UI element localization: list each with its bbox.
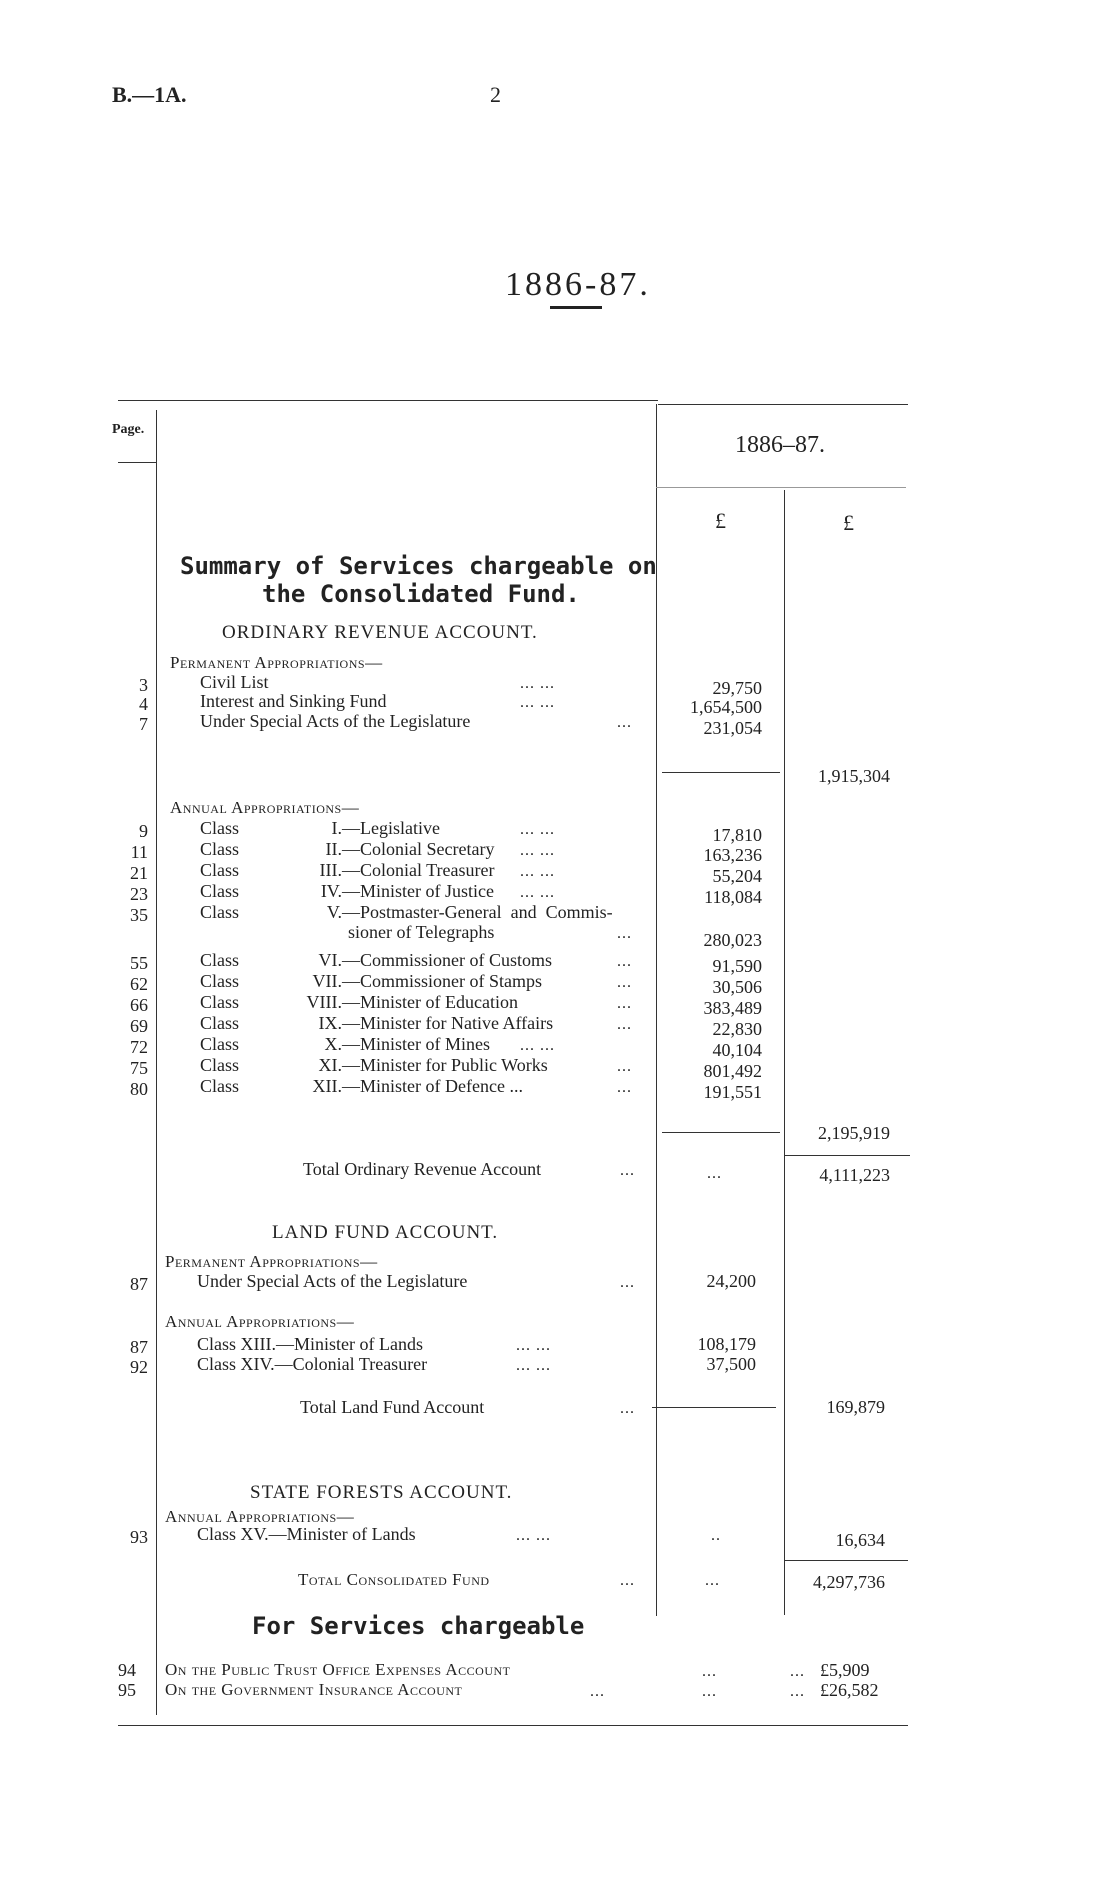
- leader-dots: ... ...: [520, 863, 555, 880]
- line-item-label: Class XIII.—Minister of Lands: [197, 1334, 423, 1354]
- leader-dots: ... ...: [516, 1357, 551, 1374]
- line-item-label: Colonial Secretary: [360, 839, 495, 859]
- class-word: Class: [200, 1013, 240, 1033]
- page-ref: 87: [130, 1274, 148, 1294]
- subtotal-rule: [652, 1407, 776, 1408]
- page-ref: 62: [130, 974, 148, 994]
- page-ref: 87: [130, 1337, 148, 1357]
- line-item-label: Legislative: [360, 818, 440, 838]
- class-number: VII.—: [312, 971, 360, 991]
- class-number: XI.—: [318, 1055, 360, 1075]
- other-account-label: On the Government Insurance Account: [165, 1680, 463, 1699]
- class-number: VIII.—: [306, 992, 360, 1012]
- class-word: Class: [200, 1055, 240, 1075]
- total-land-value: 169,879: [826, 1397, 885, 1417]
- class-word: Class: [200, 1034, 240, 1054]
- class-word: Class: [200, 992, 240, 1012]
- class-word: Class: [200, 1076, 240, 1096]
- page-ref: 7: [139, 714, 148, 734]
- leader-dots: ...: [617, 1058, 632, 1075]
- line-item-label: Class XIV.—Colonial Treasurer: [197, 1354, 428, 1374]
- ordinary-heading: ORDINARY REVENUE ACCOUNT.: [222, 622, 538, 643]
- page-ref: 4: [139, 694, 148, 714]
- summary-title-line1: Summary of Services chargeable on: [180, 552, 657, 580]
- total-consolidated-value: 4,297,736: [813, 1572, 885, 1592]
- leader-dots: ..: [711, 1527, 721, 1544]
- line-item-label: Interest and Sinking Fund: [200, 691, 387, 711]
- page-ref: 92: [130, 1357, 148, 1377]
- amount: 163,236: [703, 845, 762, 865]
- subtotal-rule: [662, 1132, 780, 1133]
- table-bottom-rule: [118, 1725, 908, 1726]
- leader-dots: ... ...: [516, 1337, 551, 1354]
- table-top-rule-left: [118, 400, 658, 401]
- leader-dots: ... ...: [520, 1037, 555, 1054]
- page-ref: 69: [130, 1016, 148, 1036]
- page-ref: 11: [130, 842, 148, 862]
- amount: 383,489: [703, 998, 762, 1018]
- line-item-label: Minister for Public Works: [360, 1055, 548, 1075]
- amount: 17,810: [712, 825, 762, 845]
- line-item-label: Commissioner of Customs: [360, 950, 553, 970]
- amount: 37,500: [706, 1354, 756, 1374]
- leader-dots: ...: [790, 1683, 805, 1700]
- class-number: III.—: [319, 860, 360, 880]
- page-number: 2: [490, 82, 501, 107]
- page-ref: 35: [130, 905, 148, 925]
- leader-dots: ...: [620, 1400, 635, 1417]
- total-consolidated-label: Total Consolidated Fund: [298, 1570, 490, 1589]
- total-rule: [784, 1155, 910, 1156]
- class-number: XII.—: [312, 1076, 360, 1096]
- amount: 30,506: [712, 977, 762, 997]
- page-ref: 80: [130, 1079, 148, 1099]
- leader-dots: ...: [617, 714, 632, 731]
- class-word: Class: [200, 818, 240, 838]
- ordinary-perm-label: Permanent Appropriations—: [170, 653, 383, 672]
- class-number: VI.—: [318, 950, 360, 970]
- title-rule: [550, 306, 602, 309]
- leader-dots: ...: [617, 995, 632, 1012]
- amount: 29,750: [712, 678, 762, 698]
- leader-dots: ... ...: [520, 821, 555, 838]
- leader-dots: ... ...: [516, 1527, 551, 1544]
- amount: 91,590: [712, 956, 762, 976]
- amount: 191,551: [703, 1082, 762, 1102]
- leader-dots: ...: [617, 974, 632, 991]
- table-top-rule-right: [658, 404, 908, 405]
- class-number: V.—: [326, 902, 360, 922]
- page-ref: 23: [130, 884, 148, 904]
- total-ordinary-label: Total Ordinary Revenue Account: [303, 1159, 542, 1179]
- leader-dots: ... ...: [520, 842, 555, 859]
- amount: 108,179: [697, 1334, 756, 1354]
- page-ref: 9: [139, 821, 148, 841]
- other-account-value: £26,582: [820, 1680, 879, 1700]
- year-column-header: 1886–87.: [735, 432, 825, 458]
- leader-dots: ...: [705, 1572, 720, 1589]
- amount: 55,204: [712, 866, 762, 886]
- class-number: IX.—: [318, 1013, 360, 1033]
- line-item-label: Minister of Education: [360, 992, 518, 1012]
- total-land-label: Total Land Fund Account: [300, 1397, 485, 1417]
- class-word: Class: [200, 902, 240, 922]
- amount: 280,023: [703, 930, 762, 950]
- line-item-label: Civil List: [200, 672, 269, 692]
- amount: 231,054: [703, 718, 762, 738]
- class-number: I.—: [331, 818, 360, 838]
- leader-dots: ...: [617, 1016, 632, 1033]
- class-word: Class: [200, 881, 240, 901]
- leader-dots: ...: [790, 1663, 805, 1680]
- leader-dots: ...: [620, 1162, 635, 1179]
- other-account-label: On the Public Trust Office Expenses Account: [165, 1660, 511, 1679]
- leader-dots: ...: [617, 953, 632, 970]
- page-title: 1886-87.: [505, 266, 651, 303]
- document-reference: B.—1A.: [112, 82, 187, 107]
- other-account-value: £5,909: [820, 1660, 870, 1680]
- subtotal-rule: [662, 772, 780, 773]
- year-underline: [656, 487, 906, 488]
- line-item-label: Class XV.—Minister of Lands: [197, 1524, 416, 1544]
- page-column-header: Page.: [112, 422, 145, 437]
- leader-dots: ...: [590, 1683, 605, 1700]
- page-ref: 75: [130, 1058, 148, 1078]
- pound-header-1: £: [715, 508, 726, 533]
- line-item-label: Minister of Mines: [360, 1034, 490, 1054]
- amount: 118,084: [704, 887, 762, 907]
- class-number: X.—: [324, 1034, 360, 1054]
- class-word: Class: [200, 971, 240, 991]
- line-item-label: Colonial Treasurer: [360, 860, 495, 880]
- leader-dots: ... ...: [520, 675, 555, 692]
- leader-dots: ...: [702, 1663, 717, 1680]
- page-col-rule: [118, 462, 156, 463]
- leader-dots: ...: [620, 1274, 635, 1291]
- class-word: Class: [200, 950, 240, 970]
- line-item-label: Commissioner of Stamps: [360, 971, 543, 991]
- land-heading: LAND FUND ACCOUNT.: [272, 1222, 499, 1243]
- for-services-heading: For Services chargeable: [252, 1612, 585, 1640]
- leader-dots: ...: [702, 1683, 717, 1700]
- leader-dots: ...: [617, 1079, 632, 1096]
- page-ref: 94: [118, 1660, 136, 1680]
- page-ref: 72: [130, 1037, 148, 1057]
- annual-subtotal: 2,195,919: [818, 1123, 890, 1143]
- forests-value: 16,634: [835, 1530, 885, 1550]
- page-ref: 21: [130, 863, 148, 883]
- leader-dots: ...: [617, 925, 632, 942]
- page-ref: 95: [118, 1680, 136, 1700]
- amount: 40,104: [712, 1040, 762, 1060]
- perm-subtotal: 1,915,304: [818, 766, 890, 786]
- total-ordinary-value: 4,111,223: [819, 1165, 890, 1185]
- ordinary-annual-label: Annual Appropriations—: [170, 798, 360, 817]
- class-number: II.—: [325, 839, 360, 859]
- line-item-label: Minister of Justice: [360, 881, 494, 901]
- page-ref: 93: [130, 1527, 148, 1547]
- class-number: IV.—: [320, 881, 360, 901]
- line-item-label: Postmaster-General and Commis-: [360, 902, 613, 922]
- forests-annual-label: Annual Appropriations—: [165, 1507, 355, 1526]
- leader-dots: ... ...: [520, 694, 555, 711]
- leader-dots: ...: [620, 1572, 635, 1589]
- line-item-label: Minister for Native Affairs: [360, 1013, 554, 1033]
- line-item-label: Under Special Acts of the Legislature: [200, 711, 471, 731]
- total-col-divider: [784, 490, 785, 1615]
- class-word: Class: [200, 839, 240, 859]
- page-ref: 55: [130, 953, 148, 973]
- page-col-divider: [156, 410, 157, 1715]
- total-rule: [784, 1560, 908, 1561]
- land-annual-label: Annual Appropriations—: [165, 1312, 355, 1331]
- amount: 24,200: [706, 1271, 756, 1291]
- amount: 1,654,500: [690, 697, 762, 717]
- line-item-label: Minister of Defence ...: [360, 1076, 523, 1096]
- line-item-label: Under Special Acts of the Legislature: [197, 1271, 468, 1291]
- leader-dots: ... ...: [520, 884, 555, 901]
- page-ref: 3: [139, 675, 148, 695]
- class-word: Class: [200, 860, 240, 880]
- amount: 801,492: [703, 1061, 762, 1081]
- pound-header-2: £: [843, 510, 854, 535]
- forests-heading: STATE FORESTS ACCOUNT.: [250, 1482, 513, 1503]
- summary-title-line2: the Consolidated Fund.: [262, 580, 580, 608]
- amount: 22,830: [712, 1019, 762, 1039]
- land-perm-label: Permanent Appropriations—: [165, 1252, 378, 1271]
- leader-dots: ...: [707, 1165, 722, 1182]
- page-ref: 66: [130, 995, 148, 1015]
- line-item-label-continued: sioner of Telegraphs: [348, 922, 495, 942]
